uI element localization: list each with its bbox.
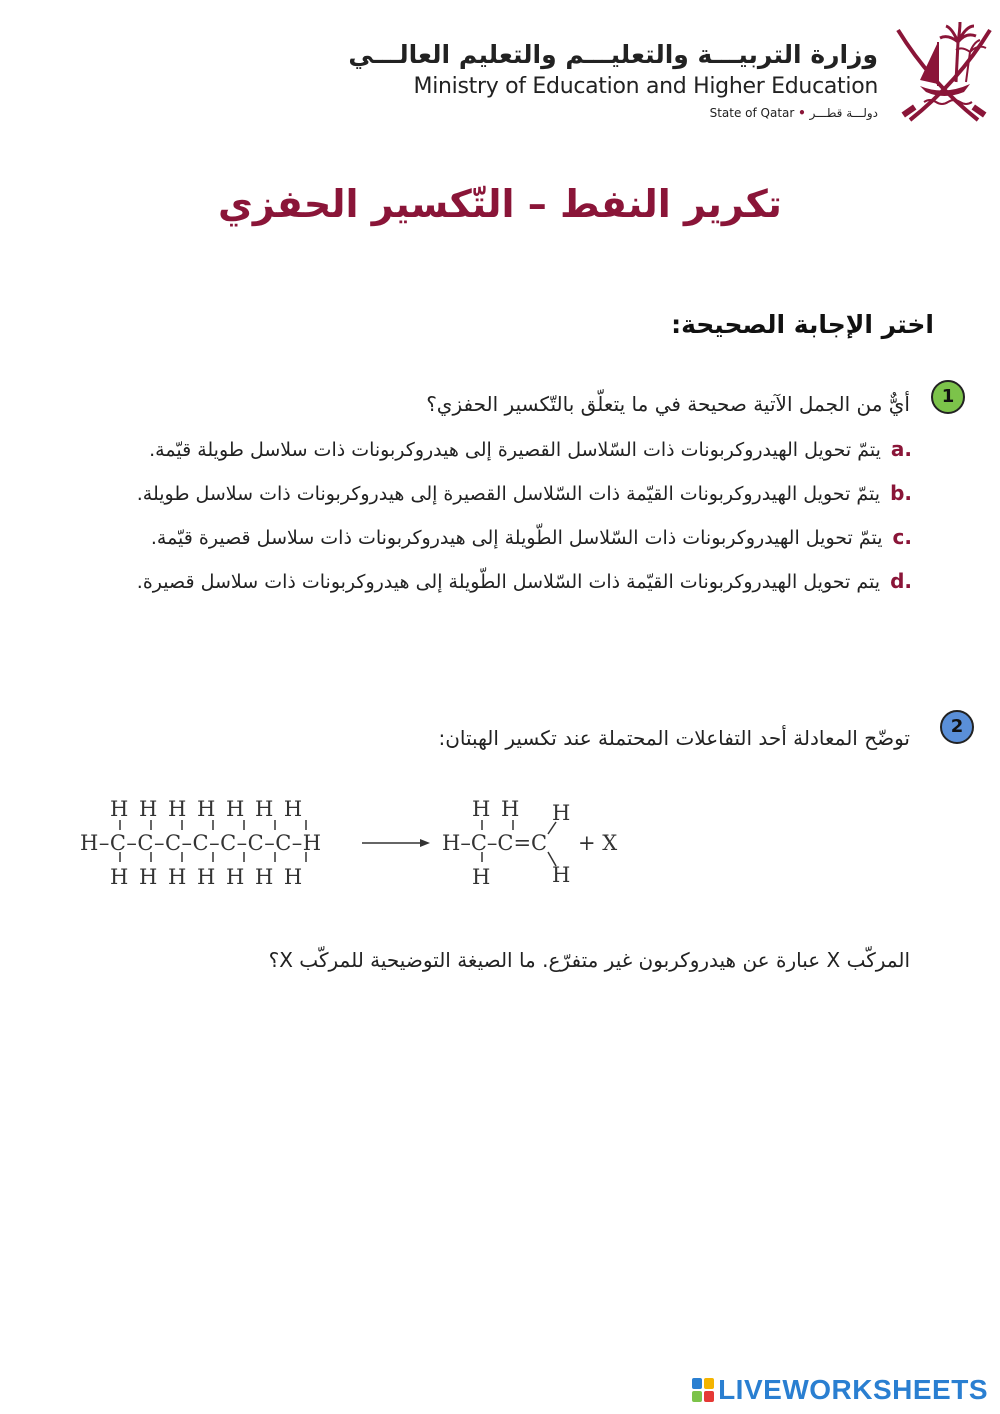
option-a-letter: a . bbox=[891, 437, 912, 461]
option-c[interactable] bbox=[151, 525, 912, 549]
option-d-letter: d . bbox=[890, 569, 912, 593]
product-top-hydrogens: H H bbox=[472, 797, 520, 821]
question-1-badge: 1 bbox=[931, 380, 965, 414]
option-d-text: يتم تحويل الهيدروكربونات القيّمة ذات السّلاسل الطّويلة إلى هيدروكربونات ذات سلاسل قصيرة. bbox=[136, 571, 881, 593]
option-b[interactable] bbox=[137, 481, 912, 505]
reaction-arrow-icon bbox=[362, 839, 430, 847]
liveworksheets-mark-icon bbox=[692, 1378, 714, 1402]
option-b-text: يتمّ تحويل الهيدروكربونات القيّمة ذات السّلاسل القصيرة إلى هيدروكربونات ذات سلاسل طويلة. bbox=[136, 483, 881, 505]
option-a[interactable] bbox=[149, 437, 912, 461]
product-plus-x: + X bbox=[578, 831, 618, 855]
question-2-text: توضّح المعادلة أحد التفاعلات المحتملة عند تكسير الهبتان: bbox=[438, 726, 910, 750]
product-upper-hydrogen: H bbox=[552, 801, 571, 825]
question-1-text: أيٌّ من الجمل الآتية صحيحة في ما يتعلّق بالتّكسير الحفزي؟ bbox=[426, 392, 910, 416]
option-c-text: يتمّ تحويل الهيدروكربونات ذات السّلاسل الطّويلة إلى هيدروكربونات ذات سلاسل قصيرة قيّمة. bbox=[150, 527, 883, 549]
state-line bbox=[710, 106, 878, 120]
product-chain: H–C–C=C bbox=[442, 831, 548, 855]
state-name-english: State of Qatar bbox=[709, 106, 795, 120]
state-name-arabic: دولـــة قطـــر bbox=[809, 106, 878, 120]
worksheet-title: تكرير النفط – التّكسير الحفزي bbox=[218, 182, 782, 226]
reactant-bottom-hydrogens: H H H H H H H bbox=[110, 865, 303, 889]
option-a-text: يتمّ تحويل الهيدروكربونات ذات السّلاسل القصيرة إلى هيدروكربونات ذات سلاسل طويلة قيّمة. bbox=[149, 439, 881, 461]
option-c-letter: c . bbox=[893, 525, 912, 549]
reactant-chain: H–C–C–C–C–C–C–C–H bbox=[80, 831, 322, 855]
liveworksheets-logo[interactable] bbox=[692, 1374, 988, 1406]
option-d[interactable] bbox=[137, 569, 912, 593]
liveworksheets-brand-text: LIVEWORKSHEETS bbox=[718, 1374, 988, 1405]
question-2-badge: 2 bbox=[940, 710, 974, 744]
product-lower-hydrogen: H bbox=[552, 863, 571, 887]
ministry-emblem-icon bbox=[890, 12, 998, 126]
option-b-letter: b . bbox=[890, 481, 912, 505]
reactant-top-hydrogens: H H H H H H H bbox=[110, 797, 303, 821]
instruction-heading: اختر الإجابة الصحيحة: bbox=[671, 310, 934, 339]
ministry-name-arabic: وزارة التربيـــة والتعليـــم والتعليم العالـــي bbox=[348, 40, 878, 69]
question-2-subtext: المركّب X عبارة عن هيدروكربون غير متفرّع. ما الصيغة التوضيحية للمركّب X؟ bbox=[268, 948, 910, 972]
cracking-equation bbox=[70, 790, 650, 900]
separator-dot-icon: • bbox=[798, 106, 806, 120]
product-bottom-hydrogen: H bbox=[472, 865, 491, 889]
ministry-name-english: Ministry of Education and Higher Education bbox=[413, 74, 878, 99]
